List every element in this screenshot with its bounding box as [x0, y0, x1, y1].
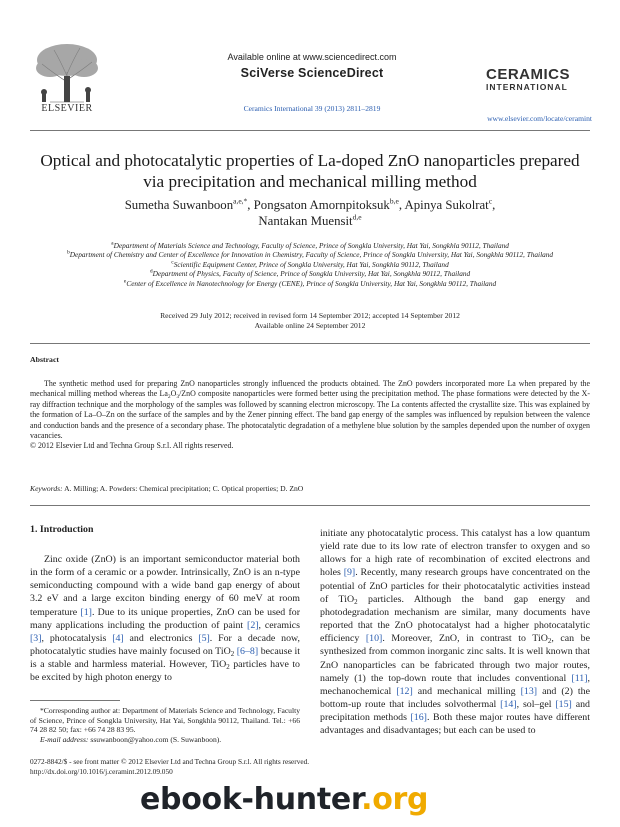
intro-heading: 1. Introduction	[30, 524, 94, 535]
available-date: Available online 24 September 2012	[254, 320, 366, 330]
journal-name-line1: CERAMICS	[486, 66, 571, 83]
affiliation: $^d$Department of Physics, Faculty of Science, Prince of Songkla University, Hat Yai, Songkhla 90112, Thailand	[149, 268, 471, 279]
ref-link[interactable]: [5]	[198, 632, 210, 644]
available-online-link[interactable]: Available online at www.sciencedirect.com	[227, 52, 397, 62]
footnote-rule	[30, 700, 120, 701]
affiliation: $^b$Department of Chemistry and Center of Excellence for Innovation in Chemistry, Faculty of Science, Prince of Songkla University, Hat Yai, Songkhla 90112, Thailand	[66, 249, 554, 260]
journal-citation-link[interactable]: Ceramics International 39 (2013) 2811–2819	[243, 104, 381, 113]
publisher-name: ELSEVIER	[41, 103, 93, 114]
ref-link[interactable]: [14]	[500, 699, 517, 711]
ref-link[interactable]: [1]	[80, 606, 92, 618]
keywords-text: A. Milling; A. Powders: Chemical precipitation; C. Optical properties; D. ZnO	[64, 484, 304, 493]
author-2: , Pongsaton Amornpitoksuk	[247, 198, 390, 212]
ref-link[interactable]: [10]	[365, 633, 383, 645]
ref-link[interactable]: [3]	[30, 632, 42, 644]
copyright-line: 0272-8842/$ - see front matter © 2012 Elsevier Ltd and Techna Group S.r.l. All rights reserved.	[30, 757, 310, 766]
article-title: Optical and photocatalytic properties of La-doped ZnO nanoparticles prepared via precipitation and mechanical milling method	[40, 151, 580, 191]
keywords-label: Keywords:	[30, 484, 63, 493]
author-3-affil: c	[488, 196, 493, 206]
header-rule	[30, 130, 590, 131]
sciverse-sciencedirect-logo: SciVerse ScienceDirect	[240, 66, 384, 80]
ref-link[interactable]: [2]	[247, 619, 259, 631]
corresponding-author-footnote: *Corresponding author at: Department of Materials Science and Technology, Faculty of Science, Prince of Songkla University, Hat Yai, Songkhla 90112, Thailand. Tel.: +66 74 28 82 50; fax: +66 74 28 83 95.	[30, 706, 300, 735]
watermark: ebook-hunter.org	[140, 782, 429, 817]
keywords	[30, 484, 590, 493]
ref-link[interactable]: [6–8]	[236, 646, 259, 658]
elsevier-tree-logo	[30, 42, 104, 112]
abstract-top-rule	[30, 343, 590, 344]
doi-link[interactable]: http://dx.doi.org/10.1016/j.ceramint.2012.09.050	[30, 766, 173, 776]
received-dates: Received 29 July 2012; received in revised form 14 September 2012; accepted 14 September 2012	[160, 311, 460, 320]
front-matter	[30, 757, 309, 776]
affiliation: $^a$Department of Materials Science and Technology, Faculty of Science, Prince of Songkla University, Hat Yai, Songkhla 90112, Thailand	[111, 240, 509, 250]
body-top-rule	[30, 505, 590, 506]
author-4-affil: d,e	[352, 212, 362, 222]
ref-link[interactable]: [4]	[112, 632, 124, 644]
journal-url-link[interactable]: www.elsevier.com/locate/ceramint	[487, 114, 592, 123]
ref-link[interactable]: [11]	[571, 672, 588, 684]
article-dates	[40, 311, 580, 331]
affiliations	[38, 241, 582, 288]
journal-name-line2: INTERNATIONAL	[486, 82, 568, 92]
ref-link[interactable]: [16]	[410, 712, 427, 724]
abstract-text: The synthetic method used for preparing ZnO nanoparticles strongly influenced the products obtained. The ZnO powders incorporated more La when prepared by the mechanical milling method whereas the $La_2O_3$/ZnO composite nanoparticles were formed better using the precipitation method. The phase formations were detected by the X-ray diffraction technique and the morphology of the samples was followed by scanning electron microscopy. The La contents affected the crystallite size. This was explained by the formation of La–O–Zn on the surface of the samples and by the Zener pinning effect. The band gap energy of the samples was influenced by repulsion between the valence and conduction bands and the presence of a secondary phase. The photocatalytic degradation of a methylene blue solution by the samples depended upon the number of oxygen vacancies. © 2012 Elsevier Ltd and Techna Group S.r.l. All rights reserved.	[30, 379, 590, 451]
author-4: Nantakan Muensit	[258, 214, 353, 228]
author-1-affil: a,e,*	[233, 196, 248, 206]
intro-left-column: Zinc oxide (ZnO) is an important semiconductor material both in the form of a ceramic or a powder. Intrinsically, ZnO is an n-type semiconducting compound with a wide band gap energy of about 3.2 eV and a large exciton binding energy of 60 meV at room temperature [1]. Due to its unique properties, ZnO can be used for many applications including the production of paint [2], ceramics [3], photocatalysis [4] and electronics [5]. For a decade now, photocatalytic studies have mainly focused on TiO$_2$ [6–8] because it is a stable and harmless material. However, TiO$_2$ particles have to be excited by high photon energy to	[30, 554, 301, 684]
intro-right-column: initiate any photocatalytic process. This catalyst has a low quantum yield rate due to its low rate of electron transfer to oxygen and so allows for a high rate of recombination of excited electrons and holes [9]. Recently, many research groups have concentrated on the potential of ZnO particles for their photocatalytic activities instead of TiO$_2$ particles. Although the band gap energy and photodegradation mechanism are similar, many documents have reported that the ZnO photocatalyst had a higher photocatalytic efficiency [10]. Moreover, ZnO, in contrast to TiO$_2$, can be synthesized from common inorganic zinc salts. It is well known that ZnO nanoparticles can be fabricated through two major routes, namely (1) the top-down route that includes conventional [11], mechanochemical [12] and mechanical milling [13] and (2) the bottom-up route that includes solvothermal [14], sol–gel [15] and precipitation methods [16]. Both these major routes have different advantages and disadvantages; but each can be used to	[320, 528, 590, 737]
author-1: Sumetha Suwanboon	[124, 198, 234, 212]
author-2-affil: b,e	[389, 196, 399, 206]
copyright-notice: © 2012 Elsevier Ltd and Techna Group S.r.l. All rights reserved.	[30, 441, 234, 451]
author-3: , Apinya Sukolrat	[398, 198, 489, 212]
ref-link[interactable]: [9]	[343, 567, 356, 579]
ref-link[interactable]: [12]	[396, 685, 413, 697]
ref-link[interactable]: [13]	[520, 685, 538, 697]
journal-logo	[486, 66, 586, 92]
ref-link[interactable]: [15]	[555, 699, 572, 711]
affiliation: $^c$Scientific Equipment Center, Prince of Songkla University, Hat Yai, Songkhla 90112, Thailand	[171, 259, 449, 269]
email-line: E-mail address: ssuwanboon@yahoo.com (S. Suwanboon).	[40, 735, 222, 744]
author-list: Sumetha Suwanboon$^{a,e,*}$, Pongsaton Amornpitoksuk$^{b,e}$, Apinya Sukolrat$^c$, Nantakan Muensit$^{d,e}$	[124, 196, 496, 228]
abstract-heading: Abstract	[30, 355, 60, 364]
email-link[interactable]: ssuwanboon@yahoo.com (S. Suwanboon).	[90, 735, 222, 744]
affiliation: $^e$Center of Excellence in Nanotechnology for Energy (CENE), Prince of Songkla University, Hat Yai, Songkhla 90112, Thailand	[123, 278, 497, 288]
